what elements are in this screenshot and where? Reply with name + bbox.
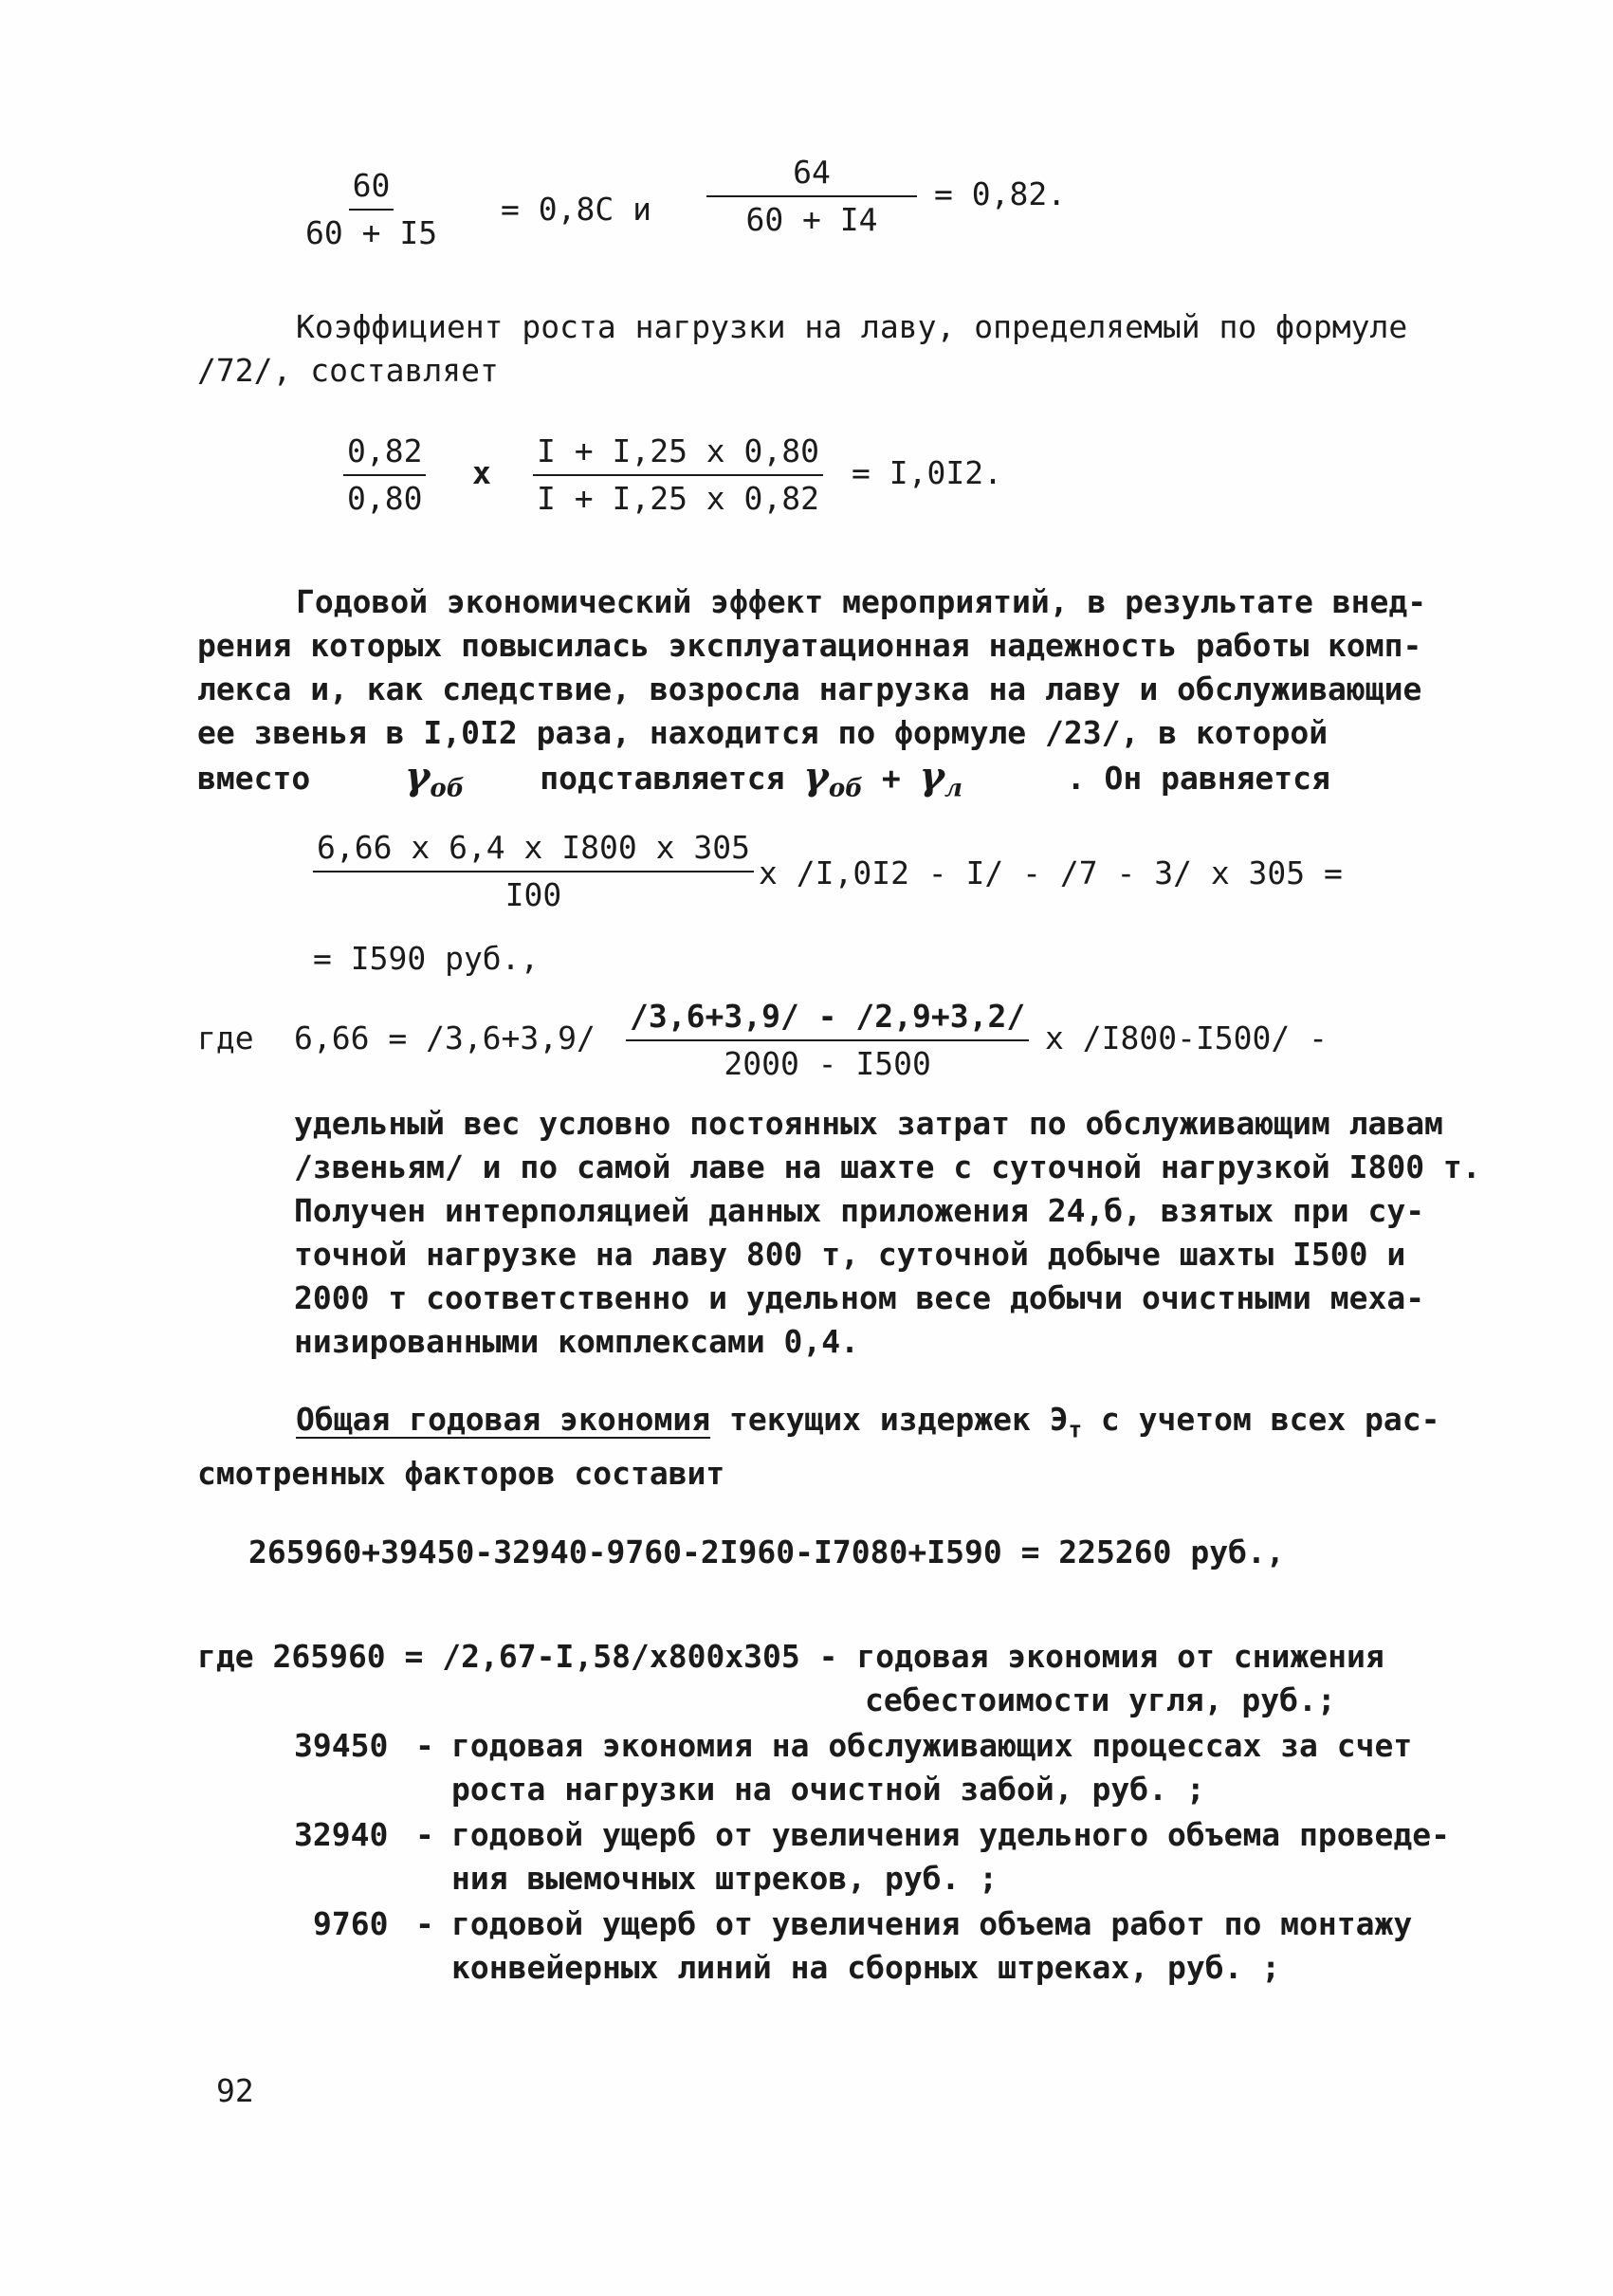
gamma-subscript: л — [944, 774, 962, 803]
text-line: удельный вес условно постоянных затрат по обслуживающим лавам — [294, 1105, 1443, 1142]
subscript: т — [1068, 1416, 1083, 1443]
list-item-number: 9760 — [313, 1905, 389, 1942]
text-line: годовой ущерб от увеличения объема работ по монтажу — [451, 1905, 1413, 1942]
plus-sign: + — [881, 760, 901, 797]
fraction-082-over-080 — [343, 432, 426, 518]
text-line: рения которых повысилась эксплуатационная надежность работы комп- — [197, 627, 1422, 664]
fraction-numerator: 60 — [349, 167, 394, 211]
text-line: годовой ущерб от увеличения удельного объема проведе- — [451, 1816, 1450, 1853]
fraction-denominator: I00 — [504, 876, 562, 913]
paragraph-annual-effect — [197, 580, 1426, 811]
list-item-dash: - — [415, 1905, 434, 1942]
list-first-line — [197, 1635, 1384, 1679]
text-line: смотренных факторов составит — [197, 1454, 725, 1492]
fraction-denominator: 0,80 — [347, 480, 423, 517]
text: вместо — [197, 760, 311, 797]
text-line-with-gamma — [197, 755, 1426, 811]
text-line: 2000 т соответственно и удельном весе добычи очистными меха- — [294, 1279, 1425, 1316]
equation-4-tail: x /I800-I500/ - — [1045, 1019, 1329, 1056]
fraction-denominator: 2000 - I500 — [724, 1045, 931, 1082]
text-line: /звеньям/ и по самой лаве на шахте с суточной нагрузкой I800 т. — [294, 1148, 1481, 1185]
list-item-dash: - — [415, 1816, 434, 1853]
list-prefix: где 265960 = — [197, 1638, 424, 1675]
text-line: Получен интерполяцией данных приложения 24,б, взятых при су- — [294, 1192, 1425, 1229]
paragraph-growth-coefficient — [197, 305, 1408, 393]
gamma-symbol: γ — [803, 754, 829, 799]
equation-total-sum: 265960+39450-32940-9760-2I960-I7080+I590 = 225260 руб., — [248, 1534, 1285, 1570]
list-item-dash: - — [415, 1727, 434, 1764]
fraction-denominator: 60 + I5 — [305, 214, 438, 251]
fraction-denominator: 60 + I4 — [745, 201, 878, 238]
text-line: точной нагрузке на лаву 800 т, суточной добыче шахты I500 и — [294, 1236, 1406, 1273]
text-line: Годовой экономический эффект мероприятий, в результате внед- — [296, 583, 1427, 620]
multiply-sign: x — [472, 454, 491, 491]
text: текущих издержек Э — [710, 1401, 1069, 1438]
text-line: годовая экономия на обслуживающих процессах за счет — [451, 1727, 1413, 1764]
text-line: Коэффициент роста нагрузки на лаву, определяемый по формуле — [296, 308, 1408, 345]
fraction-effect-numerator — [313, 829, 754, 914]
fraction-denominator: I + I,25 x 0,82 — [537, 480, 820, 517]
gamma-subscript: об — [828, 774, 863, 803]
gamma-subscript: об — [430, 774, 465, 803]
fraction-numerator: I + I,25 x 0,80 — [533, 432, 823, 476]
list-item-text — [451, 1813, 1450, 1901]
fraction-numerator: 64 — [706, 154, 917, 197]
equation-1-result: = 0,82. — [934, 175, 1067, 212]
equation-3-result: = I590 руб., — [313, 940, 540, 977]
gamma-symbol: γ — [404, 754, 431, 799]
text: . Он равняется — [1066, 760, 1330, 797]
underlined-text: Общая годовая экономия — [296, 1401, 711, 1438]
list-first-text: /2,67-I,58/x800x305 - годовая экономия от снижения — [442, 1638, 1384, 1675]
fraction-numerator: 0,82 — [343, 432, 426, 476]
fraction-numerator: 6,66 x 6,4 x I800 x 305 — [313, 829, 754, 872]
equation-1-middle: = 0,8C и — [501, 191, 651, 228]
text-line: роста нагрузки на очистной забой, руб. ; — [451, 1771, 1205, 1808]
equation-2-result: = I,0I2. — [852, 454, 1002, 491]
fraction-growth-formula — [533, 432, 823, 518]
text-line: ее звенья в I,0I2 раза, находится по формуле /23/, в которой — [197, 714, 1329, 751]
gamma-symbol: γ — [919, 754, 944, 799]
fraction-64-over-74 — [706, 154, 917, 239]
text-line: ния выемочных штреков, руб. ; — [451, 1860, 999, 1897]
fraction-60-over-75 — [305, 167, 437, 252]
list-first-continuation: себестоимости угля, руб.; — [865, 1681, 1336, 1718]
list-item-text — [451, 1902, 1412, 1990]
fraction-interpolation — [626, 998, 1029, 1083]
list-item-number: 39450 — [294, 1727, 389, 1764]
text: подставляется — [540, 760, 785, 797]
page-number: 92 — [216, 2072, 254, 2109]
text-line: лекса и, как следствие, возросла нагрузка на лаву и обслуживающие — [197, 670, 1422, 707]
paragraph-total-economy — [197, 1398, 1440, 1496]
list-item-text — [451, 1724, 1412, 1811]
text: с учетом всех рас- — [1082, 1401, 1440, 1438]
fraction-numerator: /3,6+3,9/ - /2,9+3,2/ — [626, 998, 1029, 1041]
paragraph-specific-weight — [294, 1102, 1481, 1364]
list-item-number: 32940 — [294, 1816, 389, 1853]
text-line: /72/, составляет — [197, 352, 499, 389]
text-line — [197, 1398, 1440, 1452]
text-line: конвейерных линий на сборных штреках, руб. ; — [451, 1949, 1281, 1986]
equation-3-tail: x /I,0I2 - I/ - /7 - 3/ x 305 = — [759, 854, 1343, 891]
where-label: где — [197, 1019, 254, 1056]
text-line: низированными комплексами 0,4. — [294, 1323, 860, 1360]
equation-4-lhs: 6,66 = /3,6+3,9/ — [294, 1019, 596, 1056]
